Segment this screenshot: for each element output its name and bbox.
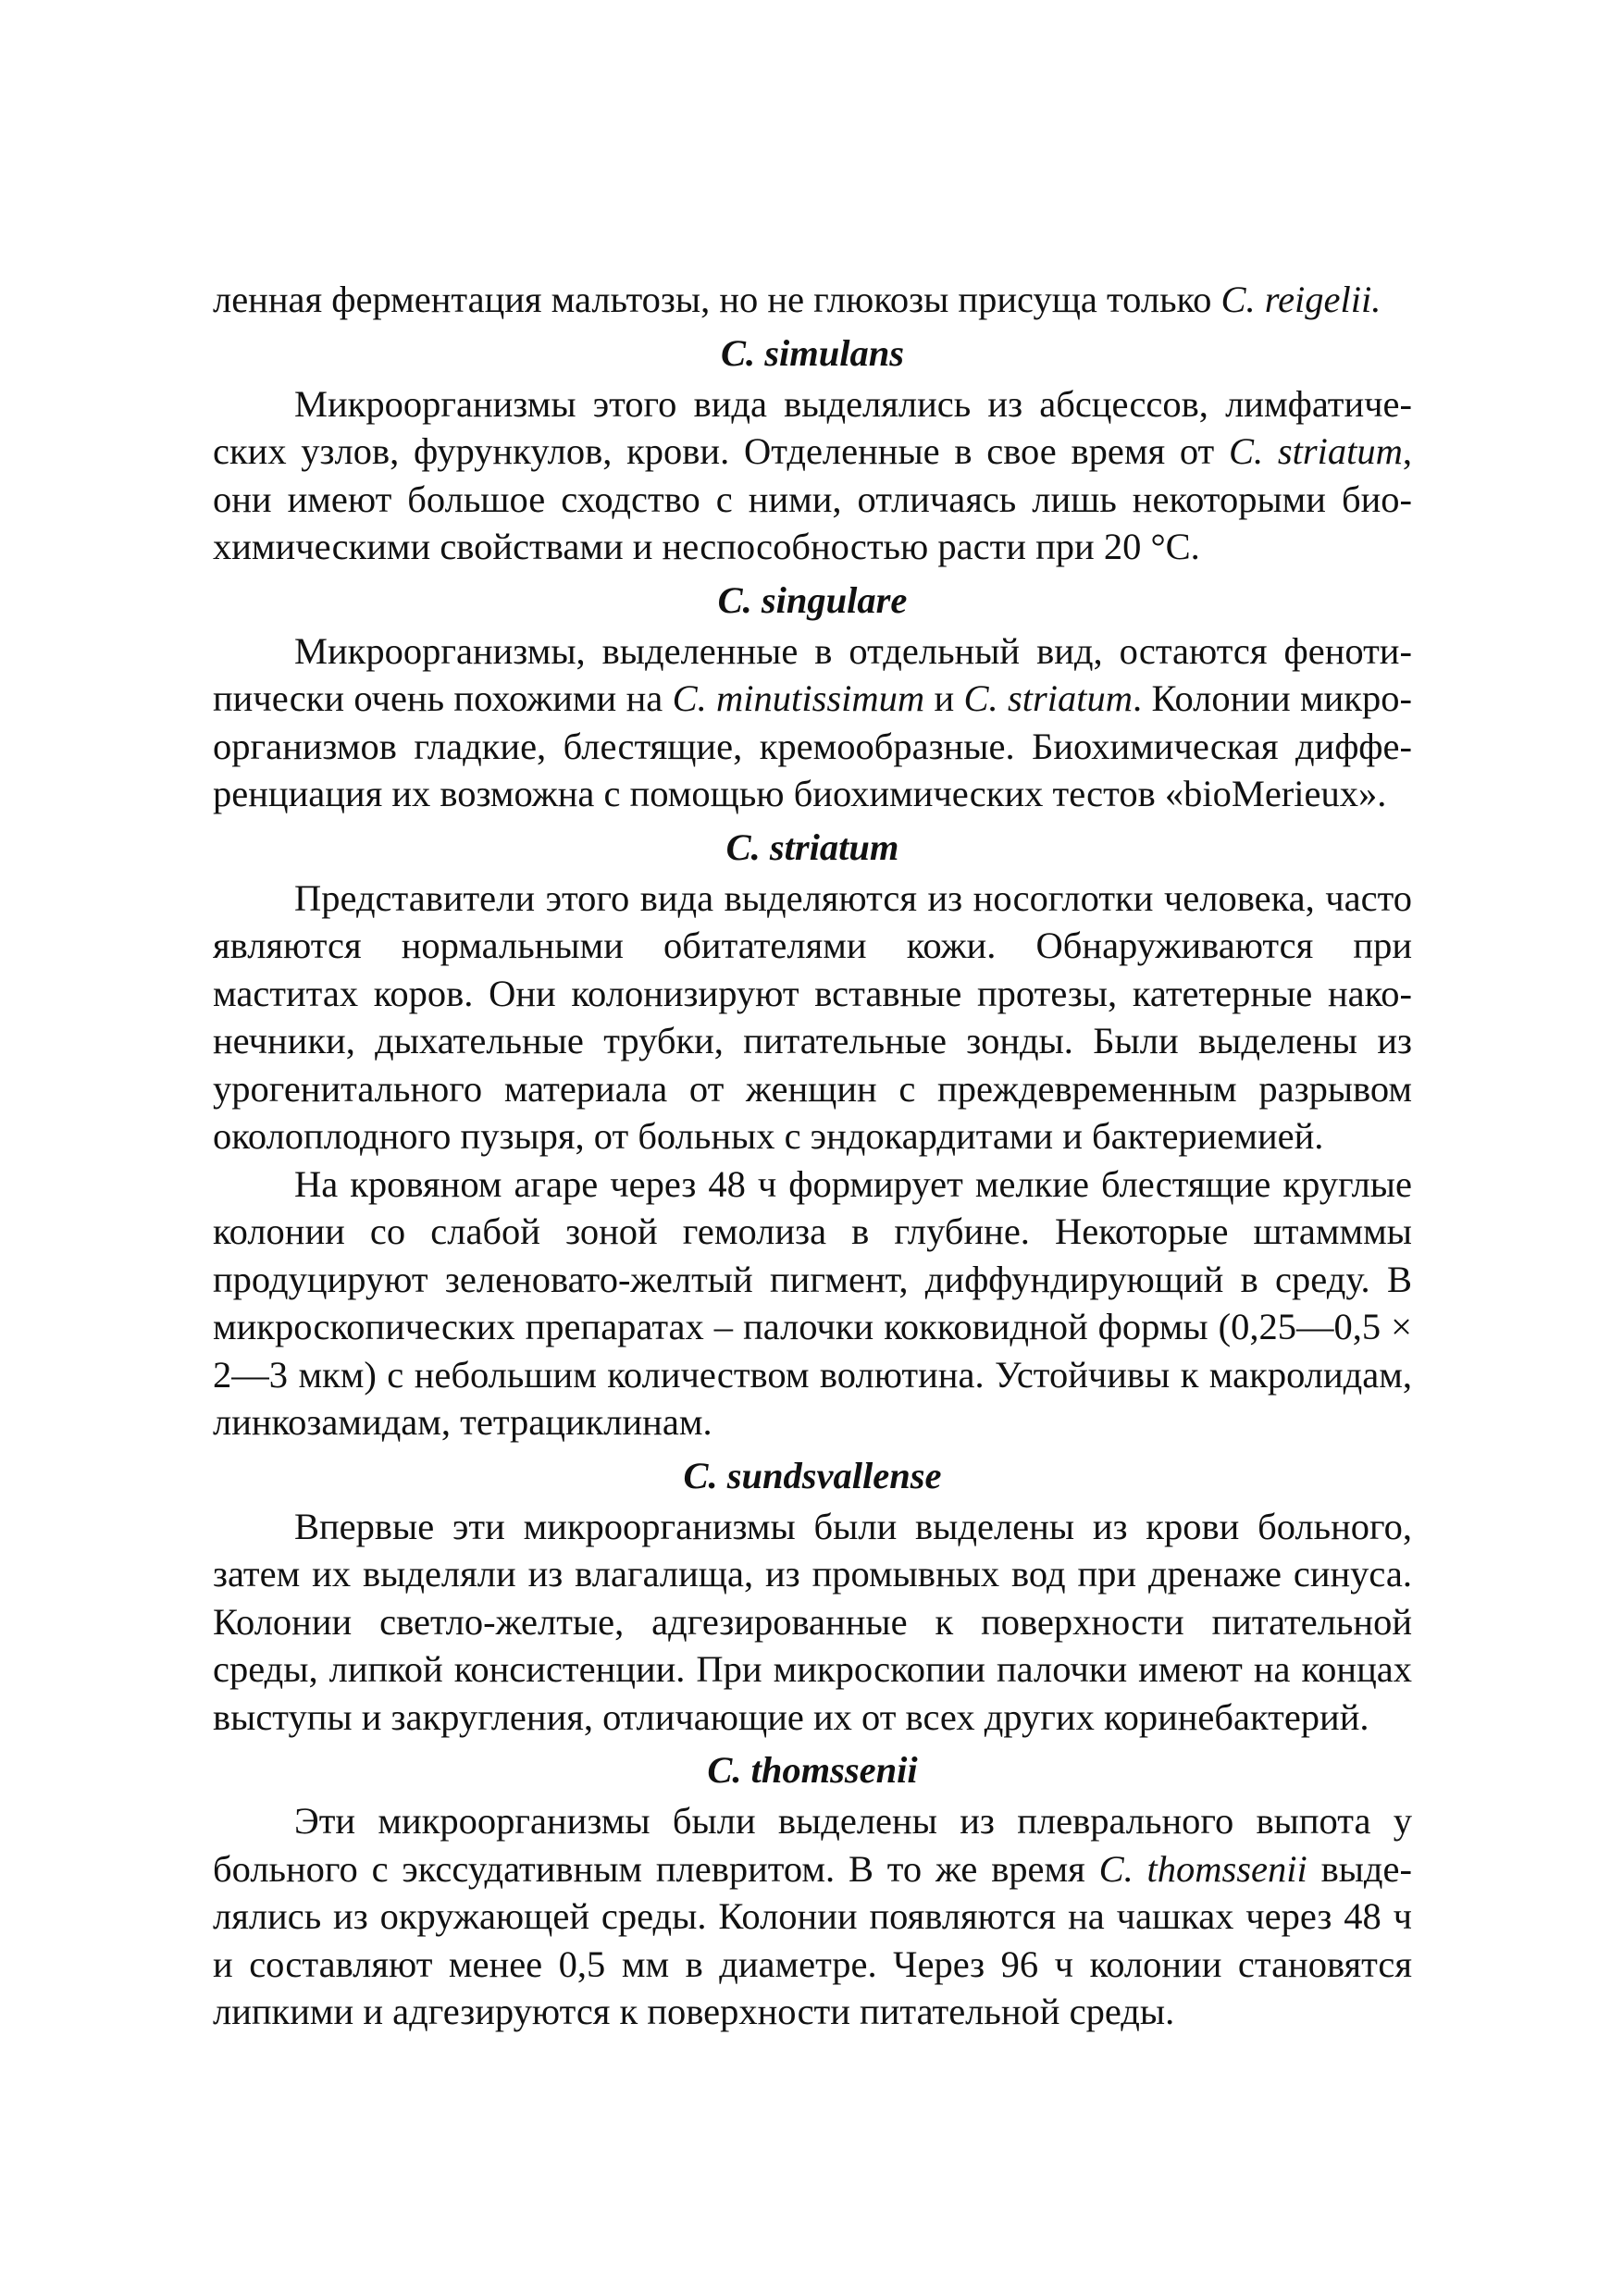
body-paragraph [213,1797,1412,2036]
text-run: и [924,677,964,719]
document-page [213,276,1412,2036]
text-run: выделялись из окружающей среды. Колонии появляются на чашках через 48 ч и составляют менее 0,5 мм в диаметре. Через 96 ч колонии становятся липкими и адгезируются к поверхности питательной среды. [213,1847,1412,2032]
section-heading: C. thomssenii [707,1749,918,1791]
species-name: C. thomssenii [1098,1847,1307,1890]
text-run: Микроорганизмы, выделенные в отдельный вид, остаются фенотипически очень похожими на [213,629,1412,719]
sections-container [213,329,1412,2036]
text-run: На кровяном агаре через 48 ч формирует мелкие блестящие круглые колонии со слабой зоной гемолиза в глубине. Некоторые штамммы продуцируют зеленовато-желтый пигмент, диффундирующий в среду. В микроскопических препаратах – палочки кокковидной формы (0,25—0,5 × 2—3 мкм) с небольшим количеством волютина. Устойчивы к макролидам, линкозамидам, тетрациклинам. [213,1162,1412,1443]
body-paragraph [213,627,1412,818]
text-run: Представители этого вида выделяются из носоглотки человека, часто являются нормальными обитателями кожи. Обнаруживаются при маститах коров. Они колонизируют вставные протезы, катетерные наконечники, дыхательные трубки, питательные зонды. Были выделены из урогенитального материала от женщин с преждевременным разрывом околоплодного пузыря, от больных с эндокардитами и бактериемией. [213,876,1412,1157]
body-paragraph [213,380,1412,571]
section-heading: C. striatum [725,825,899,868]
text-run: Эти микроорганизмы были выделены из плеврального выпота у больного с экссудативным плевритом. В то же время [213,1800,1412,1890]
body-paragraph [213,875,1412,1160]
section-heading: C. simulans [720,331,905,374]
species-name: C. striatum [1228,430,1403,472]
species-name: C. reigelii. [1220,279,1381,320]
body-paragraph [213,1503,1412,1742]
section-heading: C. sundsvallense [683,1454,942,1496]
text-run: . Колонии микроорганизмов гладкие, блестящие, кремообразные. Биохимическая дифференциация их возможна с помощью биохимических тестов «bioMerieux». [213,677,1412,814]
text-run: Микроорганизмы этого вида выделялись из абсцессов, лимфатических узлов, фурункулов, крови. Отделенные в свое время от [213,382,1412,472]
text-run: Впервые эти микроорганизмы были выделены из крови больного, затем их выделяли из влагалища, из промывных вод при дренаже синуса. Колонии светло-желтые, адгезированные к поверхности питательной среды, липкой консистенции. При микроскопии палочки имеют на концах выступы и закругления, отличающие их от всех других коринебактерий. [213,1505,1412,1738]
intro-text: ленная ферментация мальтозы, но не глюкозы присуща только [213,279,1221,320]
body-paragraph [213,1160,1412,1446]
section-heading: C. singulare [717,578,908,621]
intro-paragraph [213,276,1412,324]
species-name: C. striatum [963,677,1133,719]
species-name: C. minutissimum [672,677,925,719]
text-run: , они имеют большое сходство с ними, отличаясь лишь некоторыми биохимическими свойствами и неспособностью расти при 20 °С. [213,430,1413,567]
